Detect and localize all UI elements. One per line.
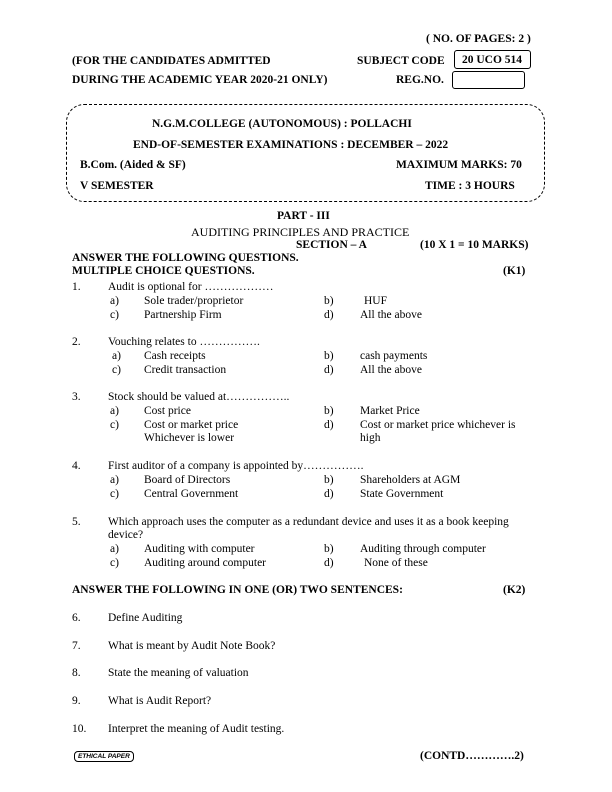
question-number: 10. bbox=[72, 723, 87, 735]
question-number: 5. bbox=[72, 516, 81, 528]
option-label: d) bbox=[324, 309, 334, 321]
option-label: d) bbox=[324, 364, 334, 376]
question-number: 8. bbox=[72, 667, 81, 679]
option-label: b) bbox=[324, 474, 334, 486]
candidates-line-2: DURING THE ACADEMIC YEAR 2020-21 ONLY) bbox=[72, 74, 328, 86]
question-text-line-2: device? bbox=[108, 529, 144, 541]
option-label: a) bbox=[110, 405, 119, 417]
option-label: c) bbox=[110, 557, 119, 569]
option-d: None of these bbox=[364, 557, 428, 569]
option-d-line-2: high bbox=[360, 432, 381, 444]
option-b: Market Price bbox=[360, 405, 420, 417]
option-c: Auditing around computer bbox=[144, 557, 267, 569]
continued-note: (CONTD………….2) bbox=[420, 750, 524, 762]
option-c-line-2: Whichever is lower bbox=[144, 432, 235, 444]
max-marks: MAXIMUM MARKS: 70 bbox=[396, 159, 522, 171]
course-name: B.Com. (Aided & SF) bbox=[80, 159, 186, 171]
subject-title: AUDITING PRINCIPLES AND PRACTICE bbox=[191, 225, 410, 239]
question-text: Audit is optional for ……………… bbox=[108, 281, 274, 293]
option-label: b) bbox=[324, 543, 334, 555]
option-d: All the above bbox=[360, 364, 422, 376]
k2-label: (K2) bbox=[503, 584, 526, 596]
option-label: c) bbox=[110, 419, 119, 431]
page-count: ( NO. OF PAGES: 2 ) bbox=[426, 33, 531, 45]
subject-code: 20 UCO 514 bbox=[462, 54, 523, 66]
question-text: Vouching relates to ……………. bbox=[108, 336, 260, 348]
candidates-line-1: (FOR THE CANDIDATES ADMITTED bbox=[72, 55, 271, 67]
question-number: 2. bbox=[72, 336, 81, 348]
option-label: a) bbox=[110, 474, 119, 486]
ethical-paper-badge: ETHICAL PAPER bbox=[74, 751, 134, 762]
option-a: Sole trader/proprietor bbox=[144, 295, 244, 307]
option-b: HUF bbox=[364, 295, 388, 307]
question-text: State the meaning of valuation bbox=[108, 667, 249, 679]
option-b: Shareholders at AGM bbox=[360, 474, 461, 486]
option-label: a) bbox=[110, 295, 119, 307]
option-label: d) bbox=[324, 488, 334, 500]
question-text: What is meant by Audit Note Book? bbox=[108, 640, 276, 652]
question-text: Define Auditing bbox=[108, 612, 183, 624]
k1-label: (K1) bbox=[503, 265, 526, 277]
option-a: Cash receipts bbox=[144, 350, 206, 362]
question-number: 3. bbox=[72, 391, 81, 403]
option-label: c) bbox=[110, 309, 119, 321]
section-marks: (10 X 1 = 10 MARKS) bbox=[420, 239, 529, 251]
option-b: cash payments bbox=[360, 350, 428, 362]
option-a: Cost price bbox=[144, 405, 191, 417]
option-a: Auditing with computer bbox=[144, 543, 255, 555]
section-title: SECTION – A bbox=[296, 239, 367, 251]
option-label: b) bbox=[324, 405, 334, 417]
question-text: What is Audit Report? bbox=[108, 695, 212, 707]
question-text: Which approach uses the computer as a redundant device and uses it as a book keeping bbox=[108, 516, 509, 528]
question-number: 6. bbox=[72, 612, 81, 624]
option-label: a) bbox=[110, 543, 119, 555]
option-a: Board of Directors bbox=[144, 474, 231, 486]
instruction-3: ANSWER THE FOLLOWING IN ONE (OR) TWO SENTENCES: bbox=[72, 584, 403, 596]
question-text: First auditor of a company is appointed by……………. bbox=[108, 460, 364, 472]
question-number: 9. bbox=[72, 695, 81, 707]
exam-name: END-OF-SEMESTER EXAMINATIONS : DECEMBER – 2022 bbox=[133, 139, 449, 151]
option-c: Partnership Firm bbox=[144, 309, 222, 321]
question-number: 7. bbox=[72, 640, 81, 652]
option-label: c) bbox=[110, 488, 119, 500]
question-number: 4. bbox=[72, 460, 81, 472]
option-c: Cost or market price bbox=[144, 419, 239, 431]
exam-time: TIME : 3 HOURS bbox=[425, 180, 515, 192]
option-label: d) bbox=[324, 419, 334, 431]
question-text: Stock should be valued at…………….. bbox=[108, 391, 290, 403]
option-label: b) bbox=[324, 295, 334, 307]
instruction-1: ANSWER THE FOLLOWING QUESTIONS. bbox=[72, 252, 299, 264]
instruction-2: MULTIPLE CHOICE QUESTIONS. bbox=[72, 265, 255, 277]
part-title: PART - III bbox=[277, 210, 330, 222]
question-number: 1. bbox=[72, 281, 81, 293]
option-label: c) bbox=[112, 364, 121, 376]
question-text: Interpret the meaning of Audit testing. bbox=[108, 723, 285, 735]
option-d: All the above bbox=[360, 309, 422, 321]
option-label: a) bbox=[112, 350, 121, 362]
option-label: b) bbox=[324, 350, 334, 362]
option-c: Central Government bbox=[144, 488, 239, 500]
college-name: N.G.M.COLLEGE (AUTONOMOUS) : POLLACHI bbox=[152, 118, 412, 130]
option-label: d) bbox=[324, 557, 334, 569]
semester: V SEMESTER bbox=[80, 180, 154, 192]
reg-no-label: REG.NO. bbox=[396, 74, 444, 86]
subject-code-label: SUBJECT CODE bbox=[357, 55, 445, 67]
reg-no-field[interactable] bbox=[452, 71, 525, 89]
option-d: State Government bbox=[360, 488, 444, 500]
option-d: Cost or market price whichever is bbox=[360, 419, 516, 431]
option-c: Credit transaction bbox=[144, 364, 227, 376]
option-b: Auditing through computer bbox=[360, 543, 486, 555]
